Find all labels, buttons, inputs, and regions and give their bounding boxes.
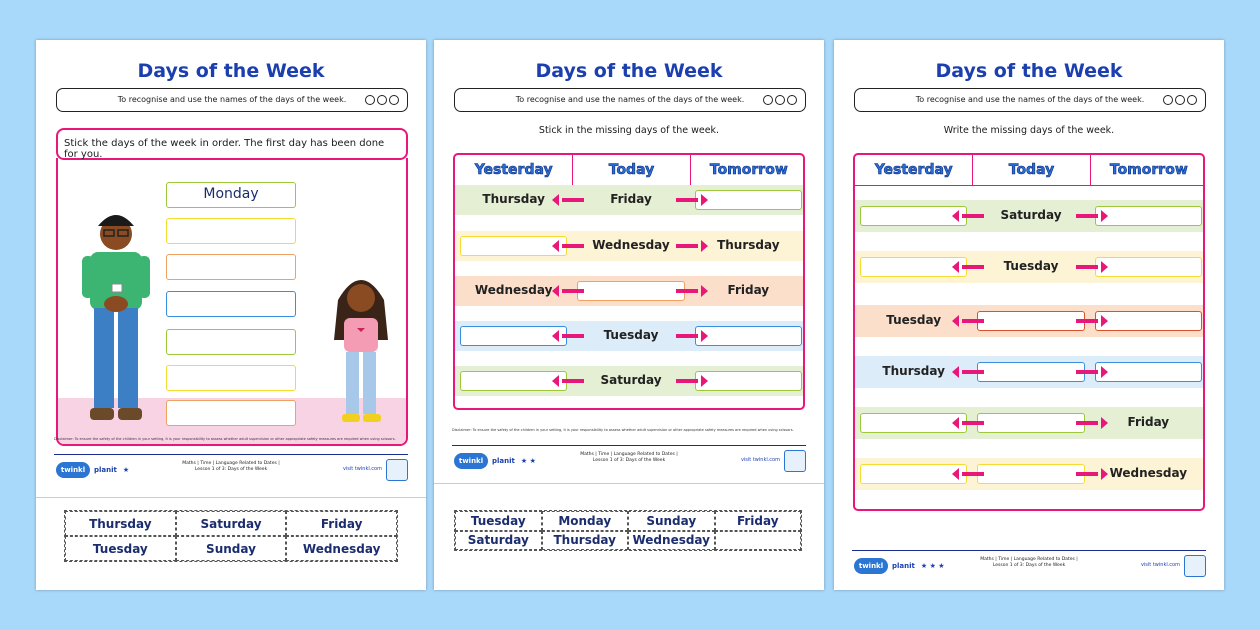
cutout-grid [64, 510, 398, 562]
quality-badge-icon [386, 459, 408, 481]
table-row [855, 356, 1203, 388]
twinkl-logo: twinkl [454, 453, 488, 469]
footer-subject: Maths | Time | Language Related to Dates | [580, 452, 678, 457]
answer-box[interactable] [577, 281, 684, 301]
answer-box[interactable] [1095, 257, 1202, 277]
arrow-left-icon [962, 265, 984, 269]
child-illustration [330, 270, 392, 430]
arrow-right-icon [1076, 370, 1098, 374]
day-label: Thursday [482, 192, 545, 206]
arrow-right-icon [676, 244, 698, 248]
cutout-card[interactable]: Thursday [542, 531, 629, 551]
visit-link[interactable]: visit twinkl.com [740, 457, 780, 463]
day-slot[interactable] [166, 218, 296, 244]
footer-lesson: Lesson 1 of 3: Days of the Week [592, 458, 666, 463]
footer [54, 454, 408, 484]
speech-bubble [56, 128, 408, 160]
answer-box[interactable] [1095, 311, 1202, 331]
day-slot[interactable] [166, 365, 296, 391]
instruction-text: Stick the days of the week in order. The first day has been done for you. [64, 138, 385, 160]
visit-link[interactable]: visit twinkl.com [342, 466, 382, 472]
objective-box [454, 88, 806, 112]
cutout-card[interactable]: Friday [286, 511, 397, 536]
quality-badge-icon [784, 450, 806, 472]
difficulty-stars: ★ [122, 466, 130, 474]
table-row [455, 185, 803, 215]
cutout-card[interactable]: Tuesday [455, 511, 542, 531]
day-label: Tuesday [1003, 259, 1059, 273]
answer-box[interactable] [977, 362, 1084, 382]
header-tomorrow: Tomorrow [690, 155, 805, 186]
page-title: Days of the Week [137, 60, 325, 82]
answer-box[interactable] [860, 464, 967, 484]
day-slot[interactable] [166, 329, 296, 355]
instruction-text: Stick in the missing days of the week. [538, 125, 720, 136]
answer-box[interactable] [977, 311, 1084, 331]
cutout-grid [454, 510, 802, 551]
disclaimer: Disclaimer: To ensure the safety of the children in your setting, it is your responsibility to assess whether adult supervision or other appropriate safety measures are required when using scissors. [54, 437, 396, 441]
cutout-card[interactable]: Monday [542, 511, 629, 531]
difficulty-stars: ★ ★ ★ [920, 562, 945, 570]
table-row [455, 276, 803, 306]
progress-dots [365, 95, 399, 105]
dot-icon [763, 95, 773, 105]
twinkl-logo: twinkl [854, 558, 888, 574]
cutout-card[interactable]: Wednesday [628, 531, 715, 551]
header-yesterday: Yesterday [855, 155, 972, 186]
answer-box[interactable] [460, 326, 567, 346]
arrow-right-icon [676, 334, 698, 338]
progress-dots [1163, 95, 1197, 105]
answer-box[interactable] [1095, 362, 1202, 382]
answer-box[interactable] [1095, 206, 1202, 226]
footer-subject: Maths | Time | Language Related to Dates | [980, 557, 1078, 562]
dot-icon [775, 95, 785, 105]
dot-icon [365, 95, 375, 105]
cut-line [36, 497, 426, 498]
answer-box[interactable] [860, 413, 967, 433]
footer-subject: Maths | Time | Language Related to Dates | [182, 461, 280, 466]
answer-box[interactable] [460, 236, 567, 256]
answer-box[interactable] [977, 464, 1084, 484]
arrow-right-icon [676, 379, 698, 383]
quality-badge-icon [1184, 555, 1206, 577]
header-yesterday: Yesterday [455, 155, 572, 186]
day-slot[interactable] [166, 291, 296, 317]
planit-text: planit [492, 457, 515, 465]
day-label: Friday [727, 283, 770, 297]
footer [452, 445, 806, 475]
footer [852, 550, 1206, 580]
day-label: Wednesday [1109, 466, 1188, 480]
arrow-left-icon [562, 289, 584, 293]
twinkl-logo: twinkl [56, 462, 90, 478]
header-tomorrow: Tomorrow [1090, 155, 1205, 186]
table-row [455, 321, 803, 351]
disclaimer: Disclaimer: To ensure the safety of the children in your setting, it is your responsibility to assess whether adult supervision or other appropriate safety measures are required when using scissors. [452, 428, 794, 432]
table-row [855, 458, 1203, 490]
answer-box[interactable] [977, 413, 1084, 433]
day-label: Wednesday [474, 283, 553, 297]
arrow-left-icon [962, 472, 984, 476]
objective-box [56, 88, 408, 112]
arrow-left-icon [562, 244, 584, 248]
table-row [855, 305, 1203, 337]
cutout-card[interactable]: Tuesday [65, 536, 176, 561]
cutout-card[interactable]: Sunday [628, 511, 715, 531]
header-today: Today [972, 155, 1089, 186]
arrow-left-icon [562, 379, 584, 383]
objective-text: To recognise and use the names of the days of the week. [915, 95, 1145, 104]
footer-lesson: Lesson 1 of 3: Days of the Week [194, 467, 268, 472]
footer-lesson: Lesson 1 of 3: Days of the Week [992, 563, 1066, 568]
teacher-illustration [76, 204, 156, 426]
day-label: Friday [1127, 415, 1170, 429]
answer-box[interactable] [695, 371, 802, 391]
objective-text: To recognise and use the names of the days of the week. [117, 95, 347, 104]
day-label: Tuesday [603, 328, 659, 342]
cut-line [434, 483, 824, 484]
table-row [455, 366, 803, 396]
day-slot[interactable] [166, 254, 296, 280]
table-row [855, 200, 1203, 232]
days-table [853, 153, 1205, 511]
arrow-right-icon [1076, 214, 1098, 218]
day-label: Saturday [600, 373, 662, 387]
arrow-left-icon [962, 421, 984, 425]
instruction-text: Write the missing days of the week. [943, 125, 1115, 136]
day-slot[interactable] [166, 400, 296, 426]
dot-icon [1175, 95, 1185, 105]
planit-text: planit [94, 466, 117, 474]
table-row [855, 251, 1203, 283]
difficulty-stars: ★ ★ [520, 457, 536, 465]
dot-icon [1163, 95, 1173, 105]
objective-text: To recognise and use the names of the days of the week. [515, 95, 745, 104]
arrow-right-icon [676, 289, 698, 293]
page-title: Days of the Week [535, 60, 723, 82]
visit-link[interactable]: visit twinkl.com [1140, 562, 1180, 568]
answer-box[interactable] [460, 371, 567, 391]
arrow-right-icon [1076, 319, 1098, 323]
cutout-card[interactable]: Saturday [176, 511, 287, 536]
dot-icon [787, 95, 797, 105]
day-label: Thursday [717, 238, 780, 252]
cutout-card[interactable]: Wednesday [286, 536, 397, 561]
dot-icon [389, 95, 399, 105]
cutout-card[interactable]: Thursday [65, 511, 176, 536]
day-label: Tuesday [886, 313, 942, 327]
answer-box[interactable] [695, 326, 802, 346]
page-title: Days of the Week [935, 60, 1123, 82]
day-label: Thursday [882, 364, 945, 378]
answer-box[interactable] [860, 257, 967, 277]
arrow-right-icon [1076, 472, 1098, 476]
arrow-left-icon [962, 214, 984, 218]
arrow-left-icon [962, 370, 984, 374]
answer-box[interactable] [860, 206, 967, 226]
day-label: Friday [610, 192, 652, 206]
dot-icon [1187, 95, 1197, 105]
objective-box [854, 88, 1206, 112]
cutout-card[interactable]: Friday [715, 511, 802, 531]
arrow-right-icon [676, 198, 698, 202]
dot-icon [377, 95, 387, 105]
arrow-left-icon [562, 334, 584, 338]
cutout-card[interactable]: Saturday [455, 531, 542, 551]
answer-box[interactable] [695, 190, 802, 210]
day-slot-monday: Monday [166, 182, 296, 208]
days-table [453, 153, 805, 410]
cutout-card[interactable]: Sunday [176, 536, 287, 561]
progress-dots [763, 95, 797, 105]
cutout-card[interactable] [715, 531, 802, 551]
table-row [455, 231, 803, 261]
arrow-right-icon [1076, 421, 1098, 425]
worksheet-page-2 [434, 40, 824, 590]
planit-text: planit [892, 562, 915, 570]
worksheet-page-1 [36, 40, 426, 590]
day-label: Wednesday [592, 238, 670, 252]
arrow-left-icon [562, 198, 584, 202]
worksheet-page-3 [834, 40, 1224, 590]
day-label: Saturday [1000, 208, 1062, 222]
arrow-right-icon [1076, 265, 1098, 269]
arrow-left-icon [962, 319, 984, 323]
table-row [855, 407, 1203, 439]
header-today: Today [572, 155, 689, 186]
